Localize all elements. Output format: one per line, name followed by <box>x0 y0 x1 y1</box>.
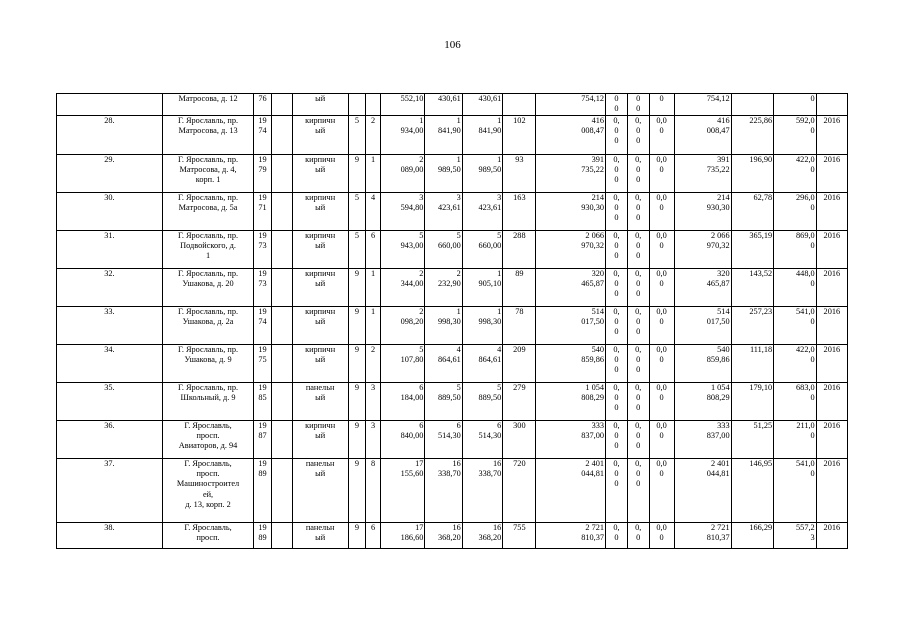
cell-row-number: 28. <box>57 116 163 155</box>
cell-entrances: 3 <box>366 421 381 459</box>
cell-max-cost-per-sqm: 211,0 0 <box>774 421 817 459</box>
cell-wall-material: кирпичн ый <box>292 269 348 307</box>
cell-planned-year: 2016 <box>816 155 847 193</box>
cell-wall-material: кирпичн ый <box>292 345 348 383</box>
cell-cost-fund-b: 0, 0 0 <box>627 307 649 345</box>
cell-living-area: 4 864,61 <box>425 345 462 383</box>
cell-residential-area: 16 368,20 <box>462 523 502 549</box>
cell-entrances: 6 <box>366 523 381 549</box>
cell-repair-cost: 320 465,87 <box>536 269 606 307</box>
cell-planned-year: 2016 <box>816 459 847 523</box>
cell-cost-fund-a: 0, 0 0 <box>606 193 628 231</box>
cell-material-note <box>271 155 292 193</box>
cell-material-note <box>271 459 292 523</box>
cell-year-built: 19 85 <box>254 383 272 421</box>
cell-repair-cost-total: 391 735,22 <box>674 155 731 193</box>
cell-planned-year: 2016 <box>816 269 847 307</box>
cell-repair-cost-total: 540 859,86 <box>674 345 731 383</box>
cell-wall-material: панельн ый <box>292 459 348 523</box>
cell-repair-cost-total: 416 008,47 <box>674 116 731 155</box>
cell-entrances: 4 <box>366 193 381 231</box>
table-row <box>57 459 848 523</box>
cell-cost-fund-b: 0, 0 <box>627 523 649 549</box>
cell-material-note <box>271 307 292 345</box>
cell-wall-material: кирпичн ый <box>292 116 348 155</box>
cell-planned-year: 2016 <box>816 307 847 345</box>
cell-residential-area: 1 998,30 <box>462 307 502 345</box>
cell-material-note <box>271 116 292 155</box>
cell-year-built: 19 73 <box>254 269 272 307</box>
table-row <box>57 345 848 383</box>
cell-row-number: 29. <box>57 155 163 193</box>
cell-material-note <box>271 269 292 307</box>
cell-wall-material: панельн ый <box>292 523 348 549</box>
cell-repair-cost-total: 2 066 970,32 <box>674 231 731 269</box>
cell-entrances <box>366 94 381 116</box>
cell-cost-fund-c: 0,0 0 <box>649 231 674 269</box>
cell-residential-area: 1 989,50 <box>462 155 502 193</box>
cell-living-area: 1 998,30 <box>425 307 462 345</box>
cell-total-area: 2 098,20 <box>380 307 425 345</box>
cell-address: Г. Ярославль, просп. Авиаторов, д. 94 <box>162 421 253 459</box>
cell-max-cost-per-sqm: 683,0 0 <box>774 383 817 421</box>
cell-material-note <box>271 94 292 116</box>
cell-cost-per-sqm: 51,25 <box>731 421 774 459</box>
cell-repair-cost-total: 320 465,87 <box>674 269 731 307</box>
cell-row-number: 35. <box>57 383 163 421</box>
table-row <box>57 193 848 231</box>
cell-cost-fund-a: 0, 0 0 <box>606 116 628 155</box>
cell-row-number: 38. <box>57 523 163 549</box>
cell-cost-fund-b: 0, 0 0 <box>627 345 649 383</box>
cell-cost-fund-b: 0, 0 0 <box>627 193 649 231</box>
cell-floors <box>348 94 366 116</box>
cell-floors: 5 <box>348 116 366 155</box>
cell-living-area: 5 889,50 <box>425 383 462 421</box>
cell-repair-cost: 214 930,30 <box>536 193 606 231</box>
cell-max-cost-per-sqm: 448,0 0 <box>774 269 817 307</box>
cell-address: Г. Ярославль, пр. Ушакова, д. 2а <box>162 307 253 345</box>
cell-floors: 9 <box>348 523 366 549</box>
page-number: 106 <box>444 39 461 51</box>
cell-residential-area: 4 864,61 <box>462 345 502 383</box>
cell-cost-fund-c: 0,0 0 <box>649 523 674 549</box>
cell-repair-cost: 2 721 810,37 <box>536 523 606 549</box>
cell-total-area: 6 840,00 <box>380 421 425 459</box>
cell-year-built: 19 79 <box>254 155 272 193</box>
cell-max-cost-per-sqm: 0 <box>774 94 817 116</box>
cell-address: Г. Ярославль, пр. Матросова, д. 4, корп. 1 <box>162 155 253 193</box>
cell-cost-fund-c: 0,0 0 <box>649 421 674 459</box>
cell-floors: 9 <box>348 421 366 459</box>
cell-residential-area: 3 423,61 <box>462 193 502 231</box>
cell-repair-cost-total: 514 017,50 <box>674 307 731 345</box>
table-row <box>57 231 848 269</box>
cell-total-area: 17 155,60 <box>380 459 425 523</box>
cell-address: Г. Ярославль, пр. Школьный, д. 9 <box>162 383 253 421</box>
cell-residential-area: 5 660,00 <box>462 231 502 269</box>
cell-total-area: 17 186,60 <box>380 523 425 549</box>
cell-row-number: 31. <box>57 231 163 269</box>
cell-cost-fund-a: 0, 0 0 <box>606 269 628 307</box>
cell-cost-per-sqm: 111,18 <box>731 345 774 383</box>
cell-cost-fund-a: 0, 0 0 <box>606 421 628 459</box>
cell-cost-fund-c: 0,0 0 <box>649 345 674 383</box>
cell-cost-fund-b: 0, 0 0 <box>627 383 649 421</box>
cell-material-note <box>271 231 292 269</box>
table-row <box>57 421 848 459</box>
cell-residents: 720 <box>503 459 536 523</box>
cell-address: Г. Ярославль, пр. Ушакова, д. 20 <box>162 269 253 307</box>
cell-total-area: 5 943,00 <box>380 231 425 269</box>
cell-cost-fund-b: 0, 0 0 <box>627 421 649 459</box>
cell-cost-fund-b: 0, 0 0 <box>627 155 649 193</box>
cell-cost-fund-c: 0,0 0 <box>649 116 674 155</box>
cell-max-cost-per-sqm: 541,0 0 <box>774 459 817 523</box>
cell-cost-fund-b: 0, 0 0 <box>627 116 649 155</box>
cell-planned-year: 2016 <box>816 523 847 549</box>
cell-cost-per-sqm: 196,90 <box>731 155 774 193</box>
cell-cost-fund-b: 0, 0 0 <box>627 459 649 523</box>
cell-year-built: 19 73 <box>254 231 272 269</box>
cell-living-area: 16 368,20 <box>425 523 462 549</box>
cell-address: Матросова, д. 12 <box>162 94 253 116</box>
cell-total-area: 6 184,00 <box>380 383 425 421</box>
cell-repair-cost: 754,12 <box>536 94 606 116</box>
cell-repair-cost: 2 401 044,81 <box>536 459 606 523</box>
table-row <box>57 94 848 116</box>
cell-planned-year: 2016 <box>816 116 847 155</box>
cell-max-cost-per-sqm: 869,0 0 <box>774 231 817 269</box>
cell-cost-fund-a: 0, 0 <box>606 523 628 549</box>
cell-entrances: 2 <box>366 116 381 155</box>
cell-residents <box>503 94 536 116</box>
cell-repair-cost-total: 333 837,00 <box>674 421 731 459</box>
cell-max-cost-per-sqm: 541,0 0 <box>774 307 817 345</box>
cell-residents: 279 <box>503 383 536 421</box>
cell-planned-year: 2016 <box>816 421 847 459</box>
table-row <box>57 383 848 421</box>
cell-total-area: 2 344,00 <box>380 269 425 307</box>
cell-floors: 9 <box>348 345 366 383</box>
cell-wall-material: кирпичн ый <box>292 155 348 193</box>
cell-wall-material: панельн ый <box>292 383 348 421</box>
cell-total-area: 552,10 <box>380 94 425 116</box>
cell-entrances: 6 <box>366 231 381 269</box>
cell-max-cost-per-sqm: 592,0 0 <box>774 116 817 155</box>
cell-entrances: 3 <box>366 383 381 421</box>
cell-cost-fund-a: 0, 0 0 <box>606 231 628 269</box>
cell-residents: 89 <box>503 269 536 307</box>
cell-entrances: 8 <box>366 459 381 523</box>
cell-row-number: 32. <box>57 269 163 307</box>
cell-residents: 78 <box>503 307 536 345</box>
cell-floors: 5 <box>348 231 366 269</box>
cell-max-cost-per-sqm: 296,0 0 <box>774 193 817 231</box>
table-row <box>57 116 848 155</box>
cell-repair-cost: 333 837,00 <box>536 421 606 459</box>
cell-planned-year: 2016 <box>816 345 847 383</box>
cell-residential-area: 430,61 <box>462 94 502 116</box>
cell-cost-fund-a: 0, 0 0 <box>606 459 628 523</box>
cell-repair-cost-total: 214 930,30 <box>674 193 731 231</box>
cell-row-number: 36. <box>57 421 163 459</box>
table-row <box>57 155 848 193</box>
cell-year-built: 19 75 <box>254 345 272 383</box>
cell-living-area: 5 660,00 <box>425 231 462 269</box>
cell-cost-fund-c: 0,0 0 <box>649 155 674 193</box>
cell-material-note <box>271 421 292 459</box>
cell-cost-fund-a: 0, 0 0 <box>606 383 628 421</box>
cell-address: Г. Ярославль, пр. Ушакова, д. 9 <box>162 345 253 383</box>
cell-repair-cost-total: 2 721 810,37 <box>674 523 731 549</box>
cell-entrances: 1 <box>366 307 381 345</box>
cell-cost-per-sqm: 257,23 <box>731 307 774 345</box>
cell-living-area: 6 514,30 <box>425 421 462 459</box>
cell-repair-cost-total: 1 054 808,29 <box>674 383 731 421</box>
table-row <box>57 523 848 549</box>
cell-year-built: 19 89 <box>254 459 272 523</box>
cell-wall-material: кирпичн ый <box>292 231 348 269</box>
cell-material-note <box>271 345 292 383</box>
cell-year-built: 19 74 <box>254 116 272 155</box>
cell-repair-cost: 540 859,86 <box>536 345 606 383</box>
cell-repair-cost: 1 054 808,29 <box>536 383 606 421</box>
cell-entrances: 2 <box>366 345 381 383</box>
cell-address: Г. Ярославль, пр. Матросова, д. 13 <box>162 116 253 155</box>
cell-cost-fund-b: 0, 0 0 <box>627 269 649 307</box>
cell-residential-area: 5 889,50 <box>462 383 502 421</box>
cell-living-area: 1 841,90 <box>425 116 462 155</box>
cell-repair-cost: 416 008,47 <box>536 116 606 155</box>
cell-material-note <box>271 523 292 549</box>
cell-repair-cost-total: 2 401 044,81 <box>674 459 731 523</box>
cell-cost-per-sqm: 179,10 <box>731 383 774 421</box>
cell-living-area: 3 423,61 <box>425 193 462 231</box>
cell-cost-per-sqm: 166,29 <box>731 523 774 549</box>
cell-cost-fund-c: 0,0 0 <box>649 459 674 523</box>
cell-planned-year: 2016 <box>816 383 847 421</box>
cell-repair-cost: 391 735,22 <box>536 155 606 193</box>
cell-cost-fund-a: 0, 0 0 <box>606 345 628 383</box>
cell-residential-area: 16 338,70 <box>462 459 502 523</box>
cell-cost-fund-c: 0,0 0 <box>649 383 674 421</box>
cell-floors: 9 <box>348 155 366 193</box>
cell-living-area: 16 338,70 <box>425 459 462 523</box>
cell-max-cost-per-sqm: 557,2 3 <box>774 523 817 549</box>
cell-repair-cost: 2 066 970,32 <box>536 231 606 269</box>
cell-residents: 93 <box>503 155 536 193</box>
cell-material-note <box>271 383 292 421</box>
cell-cost-per-sqm: 365,19 <box>731 231 774 269</box>
cell-material-note <box>271 193 292 231</box>
cell-cost-fund-a: 0, 0 0 <box>606 307 628 345</box>
cell-max-cost-per-sqm: 422,0 0 <box>774 155 817 193</box>
cell-row-number: 33. <box>57 307 163 345</box>
cell-total-area: 5 107,80 <box>380 345 425 383</box>
cell-living-area: 2 232,90 <box>425 269 462 307</box>
cell-wall-material: ый <box>292 94 348 116</box>
cell-residents: 163 <box>503 193 536 231</box>
cell-total-area: 1 934,00 <box>380 116 425 155</box>
cell-repair-cost: 514 017,50 <box>536 307 606 345</box>
cell-entrances: 1 <box>366 155 381 193</box>
cell-floors: 9 <box>348 459 366 523</box>
cell-total-area: 3 594,80 <box>380 193 425 231</box>
cell-row-number <box>57 94 163 116</box>
cell-planned-year <box>816 94 847 116</box>
cell-living-area: 430,61 <box>425 94 462 116</box>
cell-year-built: 19 89 <box>254 523 272 549</box>
cell-wall-material: кирпичн ый <box>292 193 348 231</box>
cell-cost-fund-c: 0,0 0 <box>649 307 674 345</box>
cell-residential-area: 1 905,10 <box>462 269 502 307</box>
cell-residents: 288 <box>503 231 536 269</box>
cell-planned-year: 2016 <box>816 231 847 269</box>
cell-residents: 300 <box>503 421 536 459</box>
cell-cost-per-sqm: 143,52 <box>731 269 774 307</box>
cell-year-built: 19 71 <box>254 193 272 231</box>
cell-floors: 5 <box>348 193 366 231</box>
cell-year-built: 19 74 <box>254 307 272 345</box>
cell-planned-year: 2016 <box>816 193 847 231</box>
cell-cost-fund-c: 0 <box>649 94 674 116</box>
cell-cost-fund-b: 0, 0 0 <box>627 231 649 269</box>
cell-floors: 9 <box>348 307 366 345</box>
cell-address: Г. Ярославль, пр. Подвойского, д. 1 <box>162 231 253 269</box>
cell-residents: 102 <box>503 116 536 155</box>
cell-cost-per-sqm: 225,86 <box>731 116 774 155</box>
cell-year-built: 19 87 <box>254 421 272 459</box>
cell-address: Г. Ярославль, просп. <box>162 523 253 549</box>
cell-wall-material: кирпичн ый <box>292 421 348 459</box>
cell-floors: 9 <box>348 269 366 307</box>
cell-cost-fund-a: 0 0 <box>606 94 628 116</box>
cell-year-built: 76 <box>254 94 272 116</box>
cell-residents: 755 <box>503 523 536 549</box>
cell-residents: 209 <box>503 345 536 383</box>
cell-cost-per-sqm: 146,95 <box>731 459 774 523</box>
cell-max-cost-per-sqm: 422,0 0 <box>774 345 817 383</box>
table-row <box>57 307 848 345</box>
cell-total-area: 2 089,00 <box>380 155 425 193</box>
cell-address: Г. Ярославль, пр. Матросова, д. 5а <box>162 193 253 231</box>
cell-cost-fund-b: 0 0 <box>627 94 649 116</box>
cell-cost-fund-c: 0,0 0 <box>649 193 674 231</box>
cell-cost-fund-a: 0, 0 0 <box>606 155 628 193</box>
cell-residential-area: 1 841,90 <box>462 116 502 155</box>
cell-wall-material: кирпичн ый <box>292 307 348 345</box>
cell-entrances: 1 <box>366 269 381 307</box>
cell-row-number: 37. <box>57 459 163 523</box>
cell-row-number: 30. <box>57 193 163 231</box>
cell-living-area: 1 989,50 <box>425 155 462 193</box>
cell-row-number: 34. <box>57 345 163 383</box>
cell-address: Г. Ярославль, просп. Машиностроител ей, д. 13, корп. 2 <box>162 459 253 523</box>
cell-residential-area: 6 514,30 <box>462 421 502 459</box>
cell-cost-per-sqm: 62,78 <box>731 193 774 231</box>
housing-table <box>56 93 848 549</box>
cell-floors: 9 <box>348 383 366 421</box>
table-row <box>57 269 848 307</box>
cell-cost-per-sqm <box>731 94 774 116</box>
cell-cost-fund-c: 0,0 0 <box>649 269 674 307</box>
cell-repair-cost-total: 754,12 <box>674 94 731 116</box>
